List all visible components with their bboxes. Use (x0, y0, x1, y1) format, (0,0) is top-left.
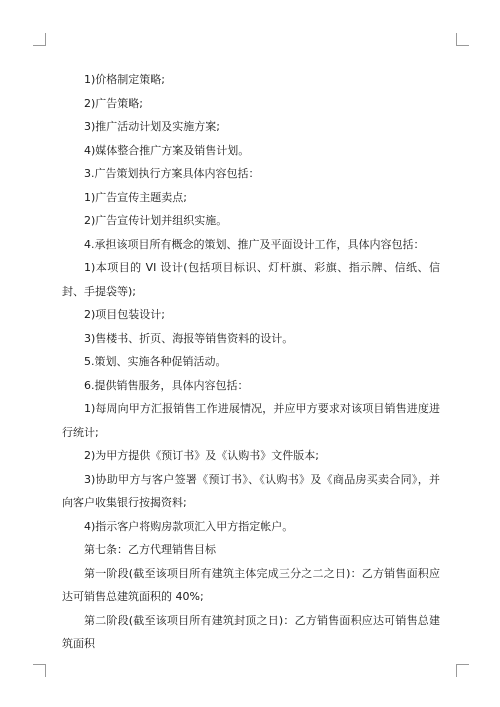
paragraph: 第七条：乙方代理销售目标 (84, 543, 216, 556)
paragraph: 第一阶段(截至该项目所有建筑主体完成三分之二之日)：乙方销售面积应达可销售总建筑面积的 40%; (62, 566, 440, 603)
crop-mark-top-right (456, 33, 469, 46)
paragraph: 1)广告宣传主题卖点; (84, 190, 187, 204)
crop-mark-bottom-right (456, 664, 469, 677)
paragraph: 4)指示客户将购房款项汇入甲方指定帐户。 (84, 519, 294, 533)
paragraph: 1)本项目的 VI 设计(包括项目标识、灯杆旗、彩旗、指示牌、信纸、信封、手提袋等); (62, 261, 440, 298)
crop-mark-top-left (33, 33, 46, 46)
paragraph: 3)售楼书、折页、海报等销售资料的设计。 (84, 331, 294, 345)
paragraph: 3)推广活动计划及实施方案; (84, 120, 220, 133)
paragraph: 3.广告策划执行方案具体内容包括： (84, 167, 260, 180)
paragraph: 4.承担该项目所有概念的策划、推广及平面设计工作，具体内容包括： (84, 237, 425, 251)
document-body (62, 68, 440, 656)
paragraph: 6.提供销售服务，具体内容包括： (84, 378, 249, 392)
paragraph: 4)媒体整合推广方案及销售计划。 (84, 143, 250, 157)
paragraph: 3)协助甲方与客户签署《预订书》、《认购书》及《商品房买卖合同》，并向客户收集银行按揭资料; (62, 472, 440, 509)
paragraph: 1)价格制定策略; (84, 73, 165, 86)
crop-mark-bottom-left (33, 664, 46, 677)
paragraph: 2)广告宣传计划并组织实施。 (84, 214, 228, 227)
paragraph: 5.策划、实施各种促销活动。 (84, 355, 227, 368)
paragraph: 2)广告策略; (84, 96, 143, 110)
paragraph: 1)每周向甲方汇报销售工作进展情况，并应甲方要求对该项目销售进度进行统计; (62, 402, 440, 439)
paragraph: 2)为甲方提供《预订书》及《认购书》文件版本; (84, 449, 319, 462)
paragraph: 2)项目包装设计; (84, 308, 165, 321)
paragraph: 第二阶段(截至该项目所有建筑封顶之日)：乙方销售面积应达可销售总建筑面积 (62, 613, 440, 650)
